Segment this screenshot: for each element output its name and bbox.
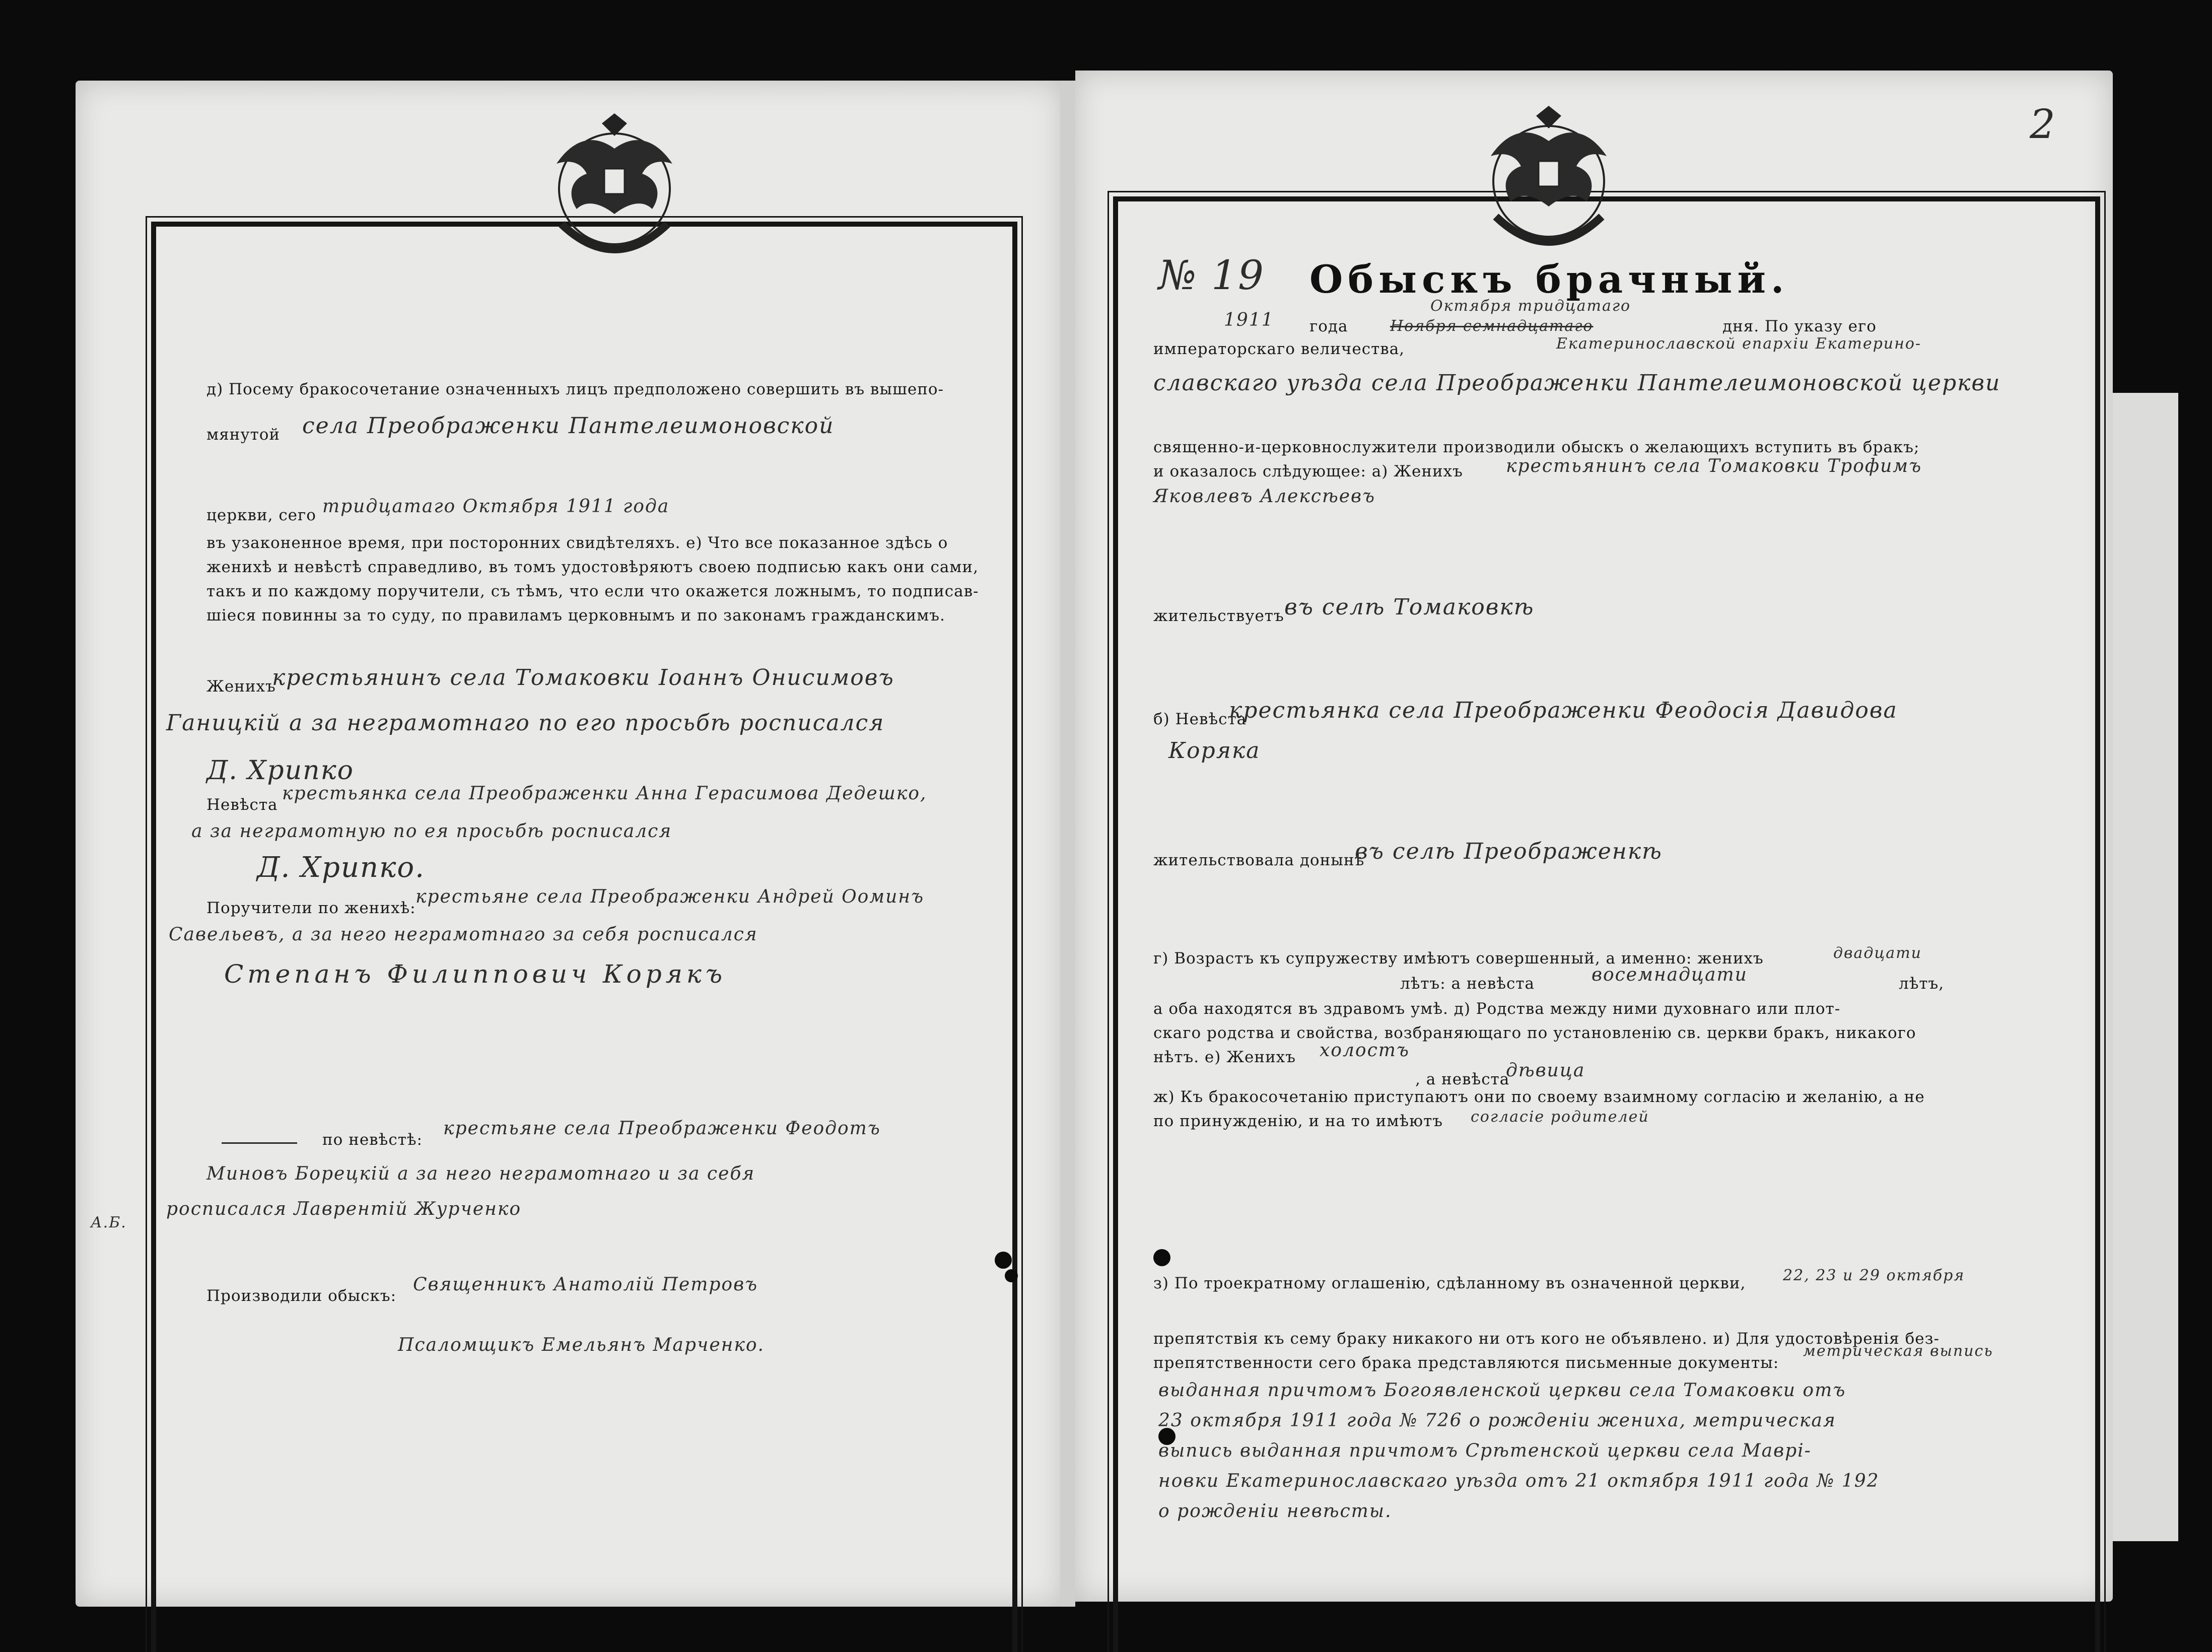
groom-status-handwriting: холостъ: [1320, 1040, 1410, 1061]
left-legal-line-2: женихѣ и невѣстѣ справедливо, въ томъ удостовѣряютъ своею подписью какъ они сами,: [206, 558, 979, 576]
left-legal-line-3: такъ и по каждому поручители, съ тѣмъ, что если что окажется ложнымъ, то подписав-: [206, 582, 979, 600]
left-guarantors-bride-handwriting-2: Миновъ Борецкій а за него неграмотнаго и за себя: [206, 1163, 755, 1184]
bride-residence-handwriting: въ селѣ Преображенкѣ: [1355, 839, 1663, 864]
groom-handwriting-1: крестьянинъ села Томаковки Трофимъ: [1506, 456, 1922, 476]
consent-printed-1: ж) Къ бракосочетанію приступаютъ они по своему взаимному согласію и желанію, а не: [1153, 1088, 1925, 1106]
date-struck-out: Ноября семнадцатаго: [1390, 317, 1594, 335]
left-groom-handwriting-2: Ганицкій а за неграмотнаго по его просьбѣ росписался: [166, 710, 885, 736]
year-handwriting: 1911: [1224, 310, 1274, 330]
groom-handwriting-2: Яковлевъ Алексѣевъ: [1153, 486, 1375, 507]
record-number-mark: № 19: [1158, 252, 1265, 299]
right-page-frame: [1113, 196, 2100, 1652]
groom-residence-handwriting: въ селѣ Томаковкѣ: [1284, 594, 1535, 620]
left-guarantors-bride-handwriting-3: росписался Лаврентій Журченко: [166, 1199, 521, 1219]
clergy-printed-1: священно-и-церковнослужители производили обыскъ о желающихъ вступить въ бракъ;: [1153, 438, 1920, 456]
docs-handwriting-2: выданная причтомъ Богоявленской церкви села Томаковки отъ: [1158, 1380, 1846, 1401]
docs-handwriting-5: новки Екатеринославскаго уѣзда отъ 21 октября 1911 года № 192: [1158, 1471, 1880, 1491]
banns-printed: з) По троекратному оглашенію, сдѣланному въ означенной церкви,: [1153, 1274, 1746, 1292]
left-bride-handwriting-1: крестьянка села Преображенки Анна Герасимова Дедешко,: [282, 783, 927, 804]
left-legal-line-1: въ узаконенное время, при посторонних свидѣтеляхъ. е) Что все показанное здѣсь о: [206, 534, 948, 552]
left-section-d-handwriting: села Преображенки Пантелеимоновской: [302, 413, 835, 439]
majesty-printed: императорскаго величества,: [1153, 340, 1405, 358]
left-legal-line-4: шіеся повинны за то суду, по правиламъ церковнымъ и по законамъ гражданскимъ.: [206, 606, 945, 625]
left-conducted-handwriting-1: Священникъ Анатолій Петровъ: [413, 1274, 758, 1295]
page-number-mark: 2: [2030, 101, 2056, 148]
left-groom-label: Женихъ: [206, 677, 276, 696]
docs-handwriting-4: выпись выданная причтомъ Срѣтенской церкви села Маврі-: [1158, 1440, 1812, 1461]
left-groom-handwriting-1: крестьянинъ села Томаковки Іоаннъ Онисимовъ: [272, 665, 894, 691]
left-conducted-handwriting-2: Псаломщикъ Емельянъ Марченко.: [398, 1335, 765, 1355]
section-d-printed-2: мянутой: [206, 426, 281, 444]
left-guarantors-groom-handwriting-2: Савельевъ, а за него неграмотнаго за себя росписался: [169, 924, 758, 945]
left-groom-signature: Д. Хрипко: [206, 755, 354, 786]
clergy-printed-2: и оказалось слѣдующее: а) Женихъ: [1153, 462, 1463, 480]
bride-handwriting-1: крестьянка села Преображенки Феодосія Давидова: [1229, 698, 1898, 723]
impediment-printed-1: препятствія къ сему браку никакого ни отъ кого не объявлено. и) Для удостовѣренія без-: [1153, 1330, 1940, 1348]
left-conducted-label: Производили обыскъ:: [206, 1287, 397, 1305]
right-double-headed-eagle-emblem: [1458, 101, 1639, 262]
left-bride-signature: Д. Хрипко.: [257, 851, 425, 884]
banns-handwriting: 22, 23 и 29 октября: [1783, 1267, 1965, 1284]
left-guarantors-bride-underline: [222, 1142, 297, 1144]
docs-handwriting-3: 23 октября 1911 года № 726 о рожденіи жениха, метрическая: [1158, 1410, 1836, 1431]
age-printed-1: г) Возрастъ къ супружеству имѣютъ совершенный, а именно: женихъ: [1153, 949, 1764, 968]
groom-residence-label: жительствуетъ: [1153, 607, 1284, 625]
bride-handwriting-2: Коряка: [1168, 738, 1261, 764]
bride-status-label: , а невѣста: [1415, 1070, 1510, 1088]
left-margin-initials: А.Б.: [91, 1214, 127, 1231]
district-handwriting: славскаго уѣзда села Преображенки Пантелеимоновской церкви: [1153, 370, 2001, 396]
left-church-printed: церкви, сего: [206, 506, 316, 524]
left-guarantors-groom-handwriting-1: крестьяне села Преображенки Андрей Ооминъ: [416, 886, 925, 907]
left-bride-handwriting-2: а за неграмотную по ея просьбѣ росписался: [191, 821, 672, 842]
relation-line-1: а оба находятся въ здравомъ умѣ. д) Родства между ними духовнаго или плот-: [1153, 1000, 1841, 1018]
left-guarantors-bride-handwriting-1: крестьяне села Преображенки Феодотъ: [443, 1118, 881, 1139]
age-years-label: лѣтъ,: [1899, 975, 1945, 993]
relation-line-2: скаго родства и свойства, возбраняющаго по установленію св. церкви бракъ, никакого: [1153, 1024, 1916, 1042]
consent-printed-2: по принужденію, и на то имѣютъ: [1153, 1112, 1443, 1130]
majesty-handwriting: Екатеринославской епархіи Екатерино-: [1556, 335, 1922, 353]
left-section-d-line-2: [206, 426, 280, 444]
left-guarantors-groom-label: Поручители по женихѣ:: [206, 899, 416, 917]
left-bride-label: Невѣста: [206, 796, 278, 814]
punch-hole: [995, 1252, 1012, 1269]
age-printed-2: лѣтъ: а невѣста: [1400, 975, 1535, 993]
day-line: дня. По указу его: [1722, 317, 1877, 335]
left-section-d-line: [206, 380, 944, 398]
left-double-headed-eagle-emblem: [526, 108, 703, 269]
year-label: года: [1309, 317, 1348, 335]
bride-label: б) Невѣста: [1153, 710, 1247, 728]
docs-handwriting-6: о рожденіи невѣсты.: [1158, 1501, 1392, 1522]
left-guarantors-groom-handwriting-3: Степанъ Филиппович Корякъ: [224, 959, 727, 989]
bride-residence-label: жительствовала донынѣ: [1153, 851, 1365, 869]
page-edge-strip: [1060, 81, 1075, 1607]
left-guarantors-bride-label: по невѣстѣ:: [322, 1131, 423, 1149]
impediment-printed-2: препятственности сего брака представляются письменные документы:: [1153, 1354, 1779, 1372]
document-title: Обыскъ брачный.: [1309, 257, 1789, 302]
punch-hole: [1005, 1269, 1018, 1282]
docs-handwriting-1: метрическая выпись: [1803, 1342, 1993, 1360]
bride-status-handwriting: дѣвица: [1506, 1060, 1585, 1081]
punch-hole: [1153, 1249, 1170, 1266]
age-groom-handwriting: двадцати: [1833, 944, 1922, 962]
relation-line-3: нѣтъ. е) Женихъ: [1153, 1048, 1296, 1066]
date-handwriting-above: Октября тридцатаго: [1430, 297, 1631, 315]
section-d-printed: д) Посему бракосочетание означенныхъ лицъ предположено совершить въ вышепо-: [206, 380, 944, 398]
left-church-handwriting: тридцатаго Октября 1911 года: [322, 496, 670, 517]
consent-handwriting: согласіе родителей: [1471, 1108, 1649, 1126]
age-bride-handwriting: восемнадцати: [1592, 965, 1748, 985]
